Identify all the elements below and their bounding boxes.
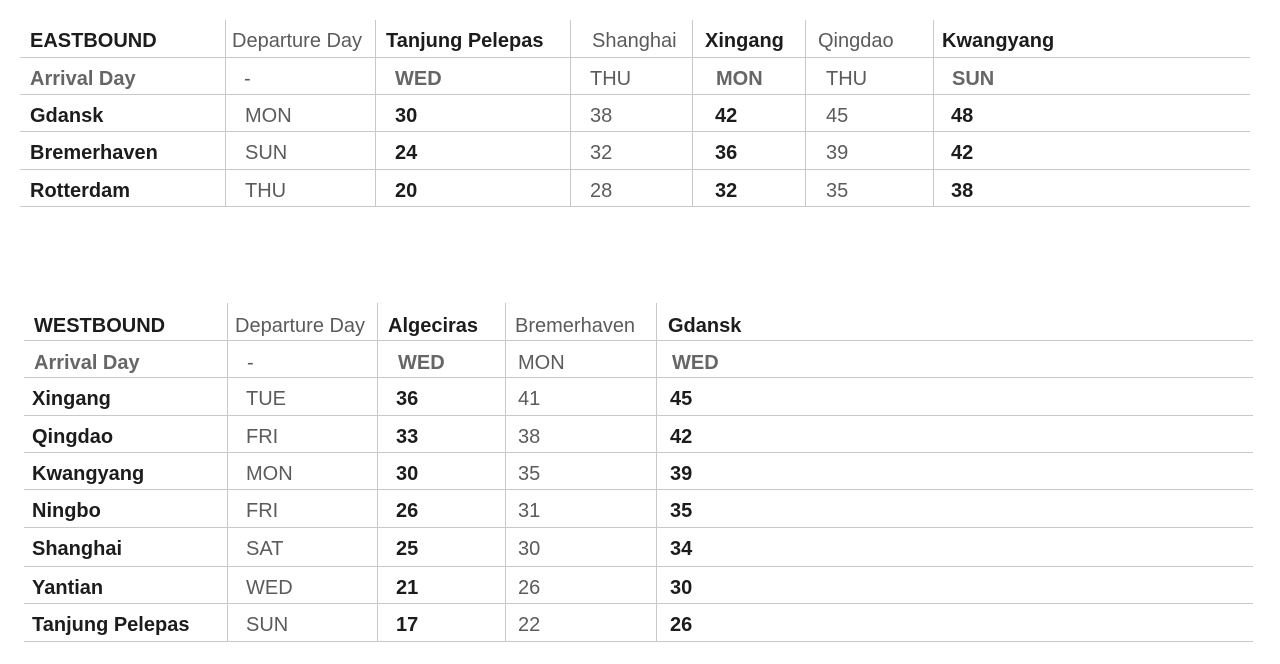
departure-day-cell: MON (245, 105, 292, 127)
westbound-row (24, 453, 1253, 490)
transit-days-cell: 42 (951, 142, 974, 164)
departure-day-cell: TUE (246, 388, 286, 410)
column-header: Departure Day (235, 315, 366, 337)
transit-days-cell: 45 (826, 105, 849, 127)
transit-days-cell: 26 (518, 577, 541, 599)
arrival-day-cell: WED (395, 68, 442, 90)
westbound-row (24, 378, 1253, 416)
transit-days-cell: 30 (395, 105, 418, 127)
transit-days-cell: 42 (670, 426, 693, 448)
column-divider (570, 20, 571, 207)
arrival-day-cell: THU (590, 68, 632, 90)
transit-days-cell: 36 (396, 388, 419, 410)
port-name: Bremerhaven (30, 142, 158, 164)
transit-days-cell: 38 (951, 180, 974, 202)
westbound-row (24, 567, 1253, 604)
departure-day-cell: SUN (246, 614, 289, 636)
column-divider (225, 20, 226, 207)
transit-days-cell: 38 (590, 105, 613, 127)
arrival-day-cell: WED (398, 352, 445, 374)
arrival-day-cell: MON (716, 68, 763, 90)
transit-days-cell: 31 (518, 500, 541, 522)
westbound-title: WESTBOUND (34, 315, 166, 337)
transit-days-cell: 35 (826, 180, 849, 202)
transit-days-cell: 32 (590, 142, 613, 164)
port-name: Ningbo (32, 500, 101, 522)
transit-days-cell: 22 (518, 614, 541, 636)
eastbound-row (20, 132, 1250, 170)
eastbound-header-row (20, 20, 1250, 58)
column-header: Bremerhaven (515, 315, 636, 337)
transit-days-cell: 30 (396, 463, 419, 485)
column-header: Algeciras (388, 315, 479, 337)
column-divider (805, 20, 806, 207)
transit-days-cell: 26 (670, 614, 693, 636)
westbound-row (24, 528, 1253, 567)
transit-days-cell: 39 (670, 463, 693, 485)
transit-days-cell: 30 (518, 538, 541, 560)
column-divider (375, 20, 376, 207)
eastbound-row (20, 95, 1250, 132)
column-divider (227, 303, 228, 642)
departure-day-cell: FRI (246, 426, 279, 448)
port-name: Gdansk (30, 105, 104, 127)
eastbound-title: EASTBOUND (30, 30, 157, 52)
column-divider (656, 303, 657, 642)
column-header: Kwangyang (942, 30, 1055, 52)
column-divider (692, 20, 693, 207)
arrival-day-cell: SUN (952, 68, 995, 90)
column-divider (933, 20, 934, 207)
transit-days-cell: 28 (590, 180, 613, 202)
transit-days-cell: 17 (396, 614, 419, 636)
departure-day-cell: WED (246, 577, 293, 599)
westbound-arrival-row (24, 341, 1253, 378)
column-divider (377, 303, 378, 642)
port-name: Qingdao (32, 426, 114, 448)
column-header: Qingdao (818, 30, 894, 52)
column-header: Gdansk (668, 315, 742, 337)
transit-days-cell: 20 (395, 180, 418, 202)
port-name: Xingang (32, 388, 111, 410)
arrival-day-cell: THU (826, 68, 868, 90)
arrival-day-label: Arrival Day (34, 352, 140, 374)
arrival-day-cell: MON (518, 352, 565, 374)
transit-days-cell: 26 (396, 500, 419, 522)
port-name: Shanghai (32, 538, 123, 560)
departure-day-cell: THU (245, 180, 287, 202)
transit-days-cell: 39 (826, 142, 849, 164)
arrival-day-cell: - (244, 68, 251, 90)
port-name: Kwangyang (32, 463, 145, 485)
column-header: Xingang (705, 30, 784, 52)
transit-days-cell: 48 (951, 105, 974, 127)
arrival-day-cell: - (247, 352, 254, 374)
transit-days-cell: 24 (395, 142, 418, 164)
column-header: Tanjung Pelepas (386, 30, 544, 52)
port-name: Yantian (32, 577, 104, 599)
arrival-day-label: Arrival Day (30, 68, 136, 90)
transit-days-cell: 35 (670, 500, 693, 522)
departure-day-cell: SUN (245, 142, 288, 164)
westbound-row (24, 604, 1253, 642)
transit-days-cell: 38 (518, 426, 541, 448)
eastbound-arrival-row (20, 58, 1250, 95)
arrival-day-cell: WED (672, 352, 719, 374)
eastbound-row (20, 170, 1250, 207)
westbound-header-row (24, 303, 1253, 341)
westbound-row (24, 490, 1253, 528)
departure-day-cell: MON (246, 463, 293, 485)
transit-days-cell: 41 (518, 388, 541, 410)
port-name: Rotterdam (30, 180, 131, 202)
transit-days-cell: 42 (715, 105, 738, 127)
transit-days-cell: 33 (396, 426, 419, 448)
transit-days-cell: 34 (670, 538, 693, 560)
column-divider (505, 303, 506, 642)
column-header: Shanghai (592, 30, 677, 52)
transit-days-cell: 36 (715, 142, 738, 164)
transit-days-cell: 25 (396, 538, 419, 560)
transit-days-cell: 32 (715, 180, 738, 202)
transit-days-cell: 45 (670, 388, 693, 410)
transit-days-cell: 30 (670, 577, 693, 599)
westbound-row (24, 416, 1253, 453)
departure-day-cell: SAT (246, 538, 284, 560)
transit-days-cell: 35 (518, 463, 541, 485)
departure-day-cell: FRI (246, 500, 279, 522)
column-header: Departure Day (232, 30, 363, 52)
transit-days-cell: 21 (396, 577, 419, 599)
port-name: Tanjung Pelepas (32, 614, 190, 636)
